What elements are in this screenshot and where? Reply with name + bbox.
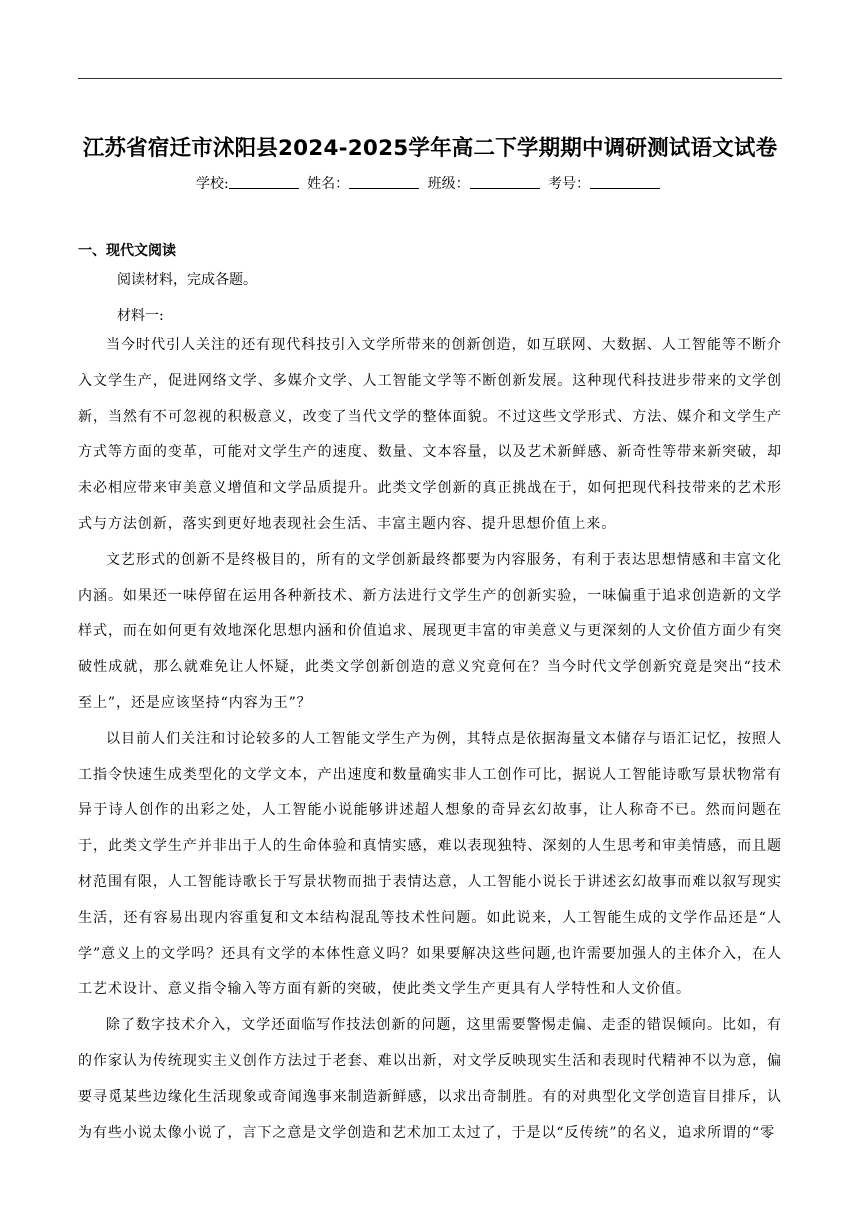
exam-title: 江苏省宿迁市沭阳县2024-2025学年高二下学期期中调研测试语文试卷 bbox=[82, 136, 778, 161]
class-label: 班级： bbox=[427, 176, 470, 192]
article-body bbox=[78, 328, 782, 1151]
name-blank[interactable] bbox=[349, 174, 419, 189]
school-label: 学校: bbox=[195, 176, 229, 192]
header-rule bbox=[78, 78, 782, 79]
school-blank[interactable] bbox=[229, 174, 299, 189]
class-blank[interactable] bbox=[470, 174, 540, 189]
exam-number-label: 考号： bbox=[548, 176, 591, 192]
exam-number-blank[interactable] bbox=[590, 174, 660, 189]
section-heading: 一、现代文阅读 bbox=[78, 243, 176, 259]
student-info-line bbox=[0, 174, 860, 194]
paragraph: 当今时代引人关注的还有现代科技引入文学所带来的创新创造，如互联网、大数据、人工智能等不断介入文学生产，促进网络文学、多媒介文学、人工智能文学等不断创新发展。这种现代科技进步带来的文学创新，当然有不可忽视的积极意义，改变了当代文学的整体面貌。不过这些文学形式、方法、媒介和文学生产方式等方面的变革，可能对文学生产的速度、数量、文本容量，以及艺术新鲜感、新奇性等带来新突破，却未必相应带来审美意义增值和文学品质提升。此类文学创新的真正挑战在于，如何把现代科技带来的艺术形式与方法创新，落实到更好地表现社会生活、丰富主题内容、提升思想价值上来。 bbox=[78, 337, 782, 532]
paragraph: 文艺形式的创新不是终极目的，所有的文学创新最终都要为内容服务，有利于表达思想情感和丰富文化内涵。如果还一味停留在运用各种新技术、新方法进行文学生产的创新实验，一味偏重于追求创造新的文学样式，而在如何更有效地深化思想内涵和价值追求、展现更丰富的审美意义与更深刻的人文价值方面少有突破性成就，那么就难免让人怀疑，此类文学创新创造的意义究竟何在？当今时代文学创新究竟是突出“技术至上”，还是应该坚持“内容为王”？ bbox=[78, 551, 782, 711]
material-label: 材料一: bbox=[117, 308, 164, 324]
name-label: 姓名： bbox=[307, 176, 350, 192]
paragraph: 以目前人们关注和讨论较多的人工智能文学生产为例，其特点是依据海量文本储存与语汇记忆，按照人工指令快速生成类型化的文学文本，产出速度和数量确实非人工创作可比，据说人工智能诗歌写景状物常有异于诗人创作的出彩之处，人工智能小说能够讲述超人想象的奇异玄幻故事，让人称奇不已。然而问题在于，此类文学生产并非出于人的生命体验和真情实感，难以表现独特、深刻的人生思考和审美情感，而且题材范围有限，人工智能诗歌长于写景状物而拙于表情达意，人工智能小说长于讲述玄幻故事而难以叙写现实生活，还有容易出现内容重复和文本结构混乱等技术性问题。如此说来，人工智能生成的文学作品还是“人学”意义上的文学吗？还具有文学的本体性意义吗？如果要解决这些问题,也许需要加强人的主体介入，在人工艺术设计、意义指令输入等方面有新的突破，使此类文学生产更具有人学特性和人文价值。 bbox=[78, 730, 782, 998]
paragraph: 除了数字技术介入，文学还面临写作技法创新的问题，这里需要警惕走偏、走歪的错误倾向。比如，有的作家认为传统现实主义创作方法过于老套、难以出新，对文学反映现实生活和表现时代精神不以为意，偏要寻觅某些边缘化生活现象或奇闻逸事来制造新鲜感，以求出奇制胜。有的对典型化文学创造盲目排斥，认为有些小说太像小说了，言下之意是文学创造和艺术加工太过了，于是以“反传统”的名义，追求所谓的“零 bbox=[78, 1017, 782, 1141]
reading-instruction: 阅读材料，完成各题。 bbox=[117, 272, 257, 288]
